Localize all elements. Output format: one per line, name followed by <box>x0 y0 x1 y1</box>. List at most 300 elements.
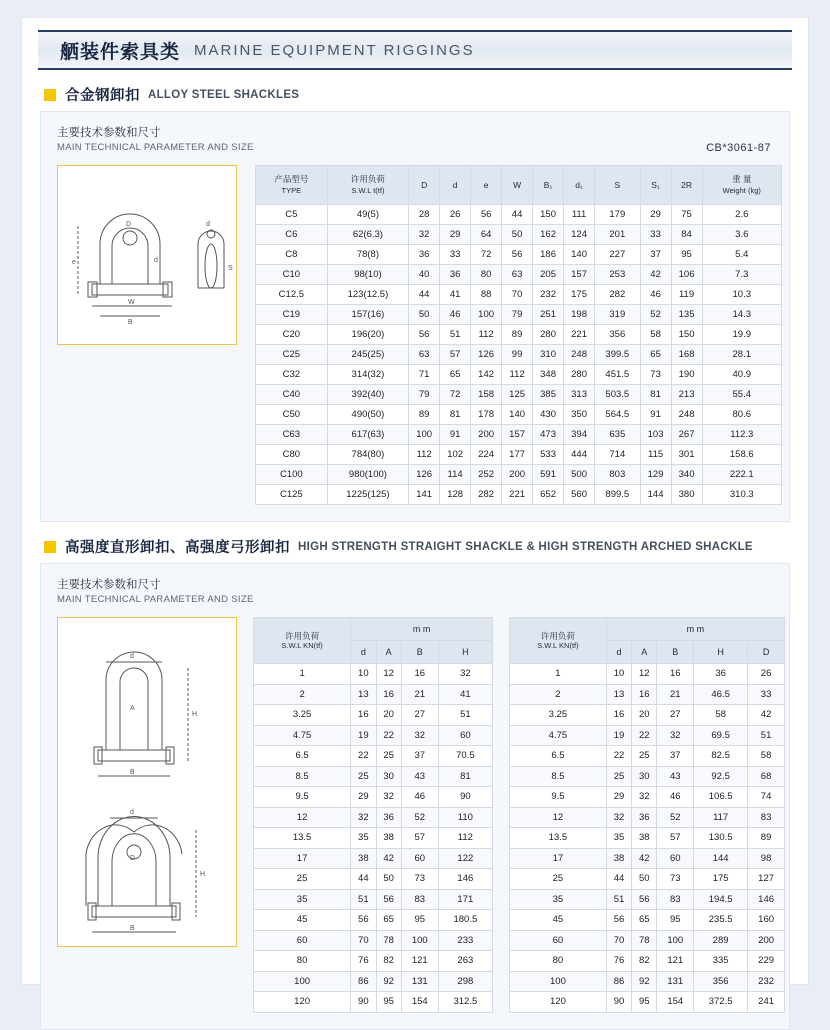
table-cell: 444 <box>564 445 595 465</box>
table-cell: 60 <box>401 848 438 869</box>
table-cell: 335 <box>694 951 748 972</box>
table-cell: 38 <box>376 828 401 849</box>
table-cell: 80 <box>510 951 607 972</box>
table-cell: 55.4 <box>702 385 781 405</box>
table-cell: 50 <box>376 869 401 890</box>
col-h: H <box>438 641 492 664</box>
table-cell: 9.5 <box>254 787 351 808</box>
table-cell: 20 <box>376 705 401 726</box>
table-cell: 129 <box>640 465 671 485</box>
page-banner <box>38 30 792 70</box>
table-cell: 10 <box>606 664 631 685</box>
table-cell: 120 <box>510 992 607 1013</box>
table-cell: 171 <box>438 889 492 910</box>
table-row <box>254 930 493 951</box>
table-cell: 399.5 <box>595 345 641 365</box>
table-cell: 60 <box>657 848 694 869</box>
table-cell: 372.5 <box>694 992 748 1013</box>
table-row <box>256 205 782 225</box>
table-cell: 490(50) <box>327 405 408 425</box>
table-cell: 49(5) <box>327 205 408 225</box>
table-cell: 78 <box>376 930 401 951</box>
table-cell: 56 <box>376 889 401 910</box>
table-cell: 157(16) <box>327 305 408 325</box>
table-cell: 90 <box>606 992 631 1013</box>
table-cell: 146 <box>748 889 785 910</box>
table-cell: 45 <box>510 910 607 931</box>
table-cell: 81 <box>438 766 492 787</box>
table-cell: 62(6.3) <box>327 225 408 245</box>
table-cell: 50 <box>632 869 657 890</box>
table-cell: 50 <box>409 305 440 325</box>
table-cell: 33 <box>748 684 785 705</box>
table-cell: 37 <box>657 746 694 767</box>
table-cell: 32 <box>606 807 631 828</box>
table-cell: 282 <box>595 285 641 305</box>
banner-title-cn: 舾装件索具类 <box>60 41 181 63</box>
table-cell: 112 <box>502 365 533 385</box>
table-cell: 84 <box>671 225 702 245</box>
table-header-row-group <box>510 618 785 641</box>
table-cell: 78 <box>632 930 657 951</box>
table-cell: 56 <box>502 245 533 265</box>
table-cell: 83 <box>401 889 438 910</box>
table-cell: 16 <box>632 684 657 705</box>
table-cell: 27 <box>401 705 438 726</box>
table-cell: 12 <box>632 664 657 685</box>
table-cell: 8.5 <box>254 766 351 787</box>
table-cell: 25 <box>376 746 401 767</box>
table-cell: 313 <box>564 385 595 405</box>
table-cell: 56 <box>351 910 376 931</box>
table-cell: 248 <box>671 405 702 425</box>
table-cell: 22 <box>632 725 657 746</box>
table-cell: 179 <box>595 205 641 225</box>
table2-right-body <box>510 664 785 1013</box>
table-cell: 35 <box>606 828 631 849</box>
table-cell: 88 <box>471 285 502 305</box>
table-cell: 30 <box>376 766 401 787</box>
table-cell: C6 <box>256 225 328 245</box>
table-cell: 146 <box>438 869 492 890</box>
table-row <box>256 345 782 365</box>
table-cell: 38 <box>632 828 657 849</box>
table-cell: 70 <box>351 930 376 951</box>
table-row <box>256 325 782 345</box>
table-cell: 68 <box>748 766 785 787</box>
table-cell: 125 <box>502 385 533 405</box>
table-row <box>254 725 493 746</box>
table-cell: 16 <box>657 664 694 685</box>
table-cell: 42 <box>632 848 657 869</box>
table-row <box>510 848 785 869</box>
table-cell: 340 <box>671 465 702 485</box>
table-cell: 319 <box>595 305 641 325</box>
table-cell: 25 <box>254 869 351 890</box>
col-d-large: D <box>748 641 785 664</box>
table-cell: 56 <box>632 889 657 910</box>
svg-text:d: d <box>130 809 134 816</box>
table-cell: 144 <box>640 485 671 505</box>
table-cell: 21 <box>657 684 694 705</box>
table1-body <box>256 205 782 505</box>
svg-text:W: W <box>128 299 135 306</box>
svg-text:d: d <box>206 221 210 228</box>
table-cell: 473 <box>533 425 564 445</box>
table-cell: 131 <box>657 971 694 992</box>
table-cell: 142 <box>471 365 502 385</box>
table-cell: 29 <box>351 787 376 808</box>
table-cell: 4.75 <box>254 725 351 746</box>
table-cell: 95 <box>632 992 657 1013</box>
table-cell: 394 <box>564 425 595 445</box>
section2-title-en: HIGH STRENGTH STRAIGHT SHACKLE & HIGH STRENGTH ARCHED SHACKLE <box>298 540 753 553</box>
table-row <box>510 705 785 726</box>
svg-text:H: H <box>200 871 206 878</box>
table-header-row <box>256 166 782 205</box>
table-cell: 36 <box>409 245 440 265</box>
table-cell: 92 <box>376 971 401 992</box>
table-cell: 106.5 <box>694 787 748 808</box>
table-cell: 350 <box>564 405 595 425</box>
table-cell: 33 <box>640 225 671 245</box>
table-cell: 32 <box>401 725 438 746</box>
table-cell: 92 <box>632 971 657 992</box>
table-cell: 71 <box>409 365 440 385</box>
table-row <box>510 787 785 808</box>
table-cell: C40 <box>256 385 328 405</box>
table-cell: 51 <box>748 725 785 746</box>
table-cell: 252 <box>471 465 502 485</box>
table-cell: C19 <box>256 305 328 325</box>
section2-subtitle-en: MAIN TECHNICAL PARAMETER AND SIZE <box>57 594 254 605</box>
table-cell: 95 <box>376 992 401 1013</box>
col-group-mm: m m <box>351 618 493 641</box>
table-row <box>254 684 493 705</box>
table-cell: 65 <box>640 345 671 365</box>
table-cell: 51 <box>440 325 471 345</box>
table-cell: 652 <box>533 485 564 505</box>
table-cell: 79 <box>409 385 440 405</box>
table-cell: 120 <box>254 992 351 1013</box>
table-cell: 41 <box>440 285 471 305</box>
table-cell: 10 <box>351 664 376 685</box>
table-cell: 76 <box>606 951 631 972</box>
table-cell: 13.5 <box>510 828 607 849</box>
table-cell: 348 <box>533 365 564 385</box>
table-cell: 98(10) <box>327 265 408 285</box>
table-cell: 13 <box>606 684 631 705</box>
col-a: A <box>632 641 657 664</box>
table-cell: 251 <box>533 305 564 325</box>
table-cell: 1225(125) <box>327 485 408 505</box>
table-cell: 175 <box>694 869 748 890</box>
table-cell: 114 <box>440 465 471 485</box>
svg-text:d: d <box>130 653 134 660</box>
svg-text:e: e <box>72 259 76 266</box>
table-cell: 100 <box>401 930 438 951</box>
table-cell: 72 <box>471 245 502 265</box>
alloy-steel-shackle-table <box>255 165 782 505</box>
table-cell: 75 <box>671 205 702 225</box>
table-cell: 356 <box>694 971 748 992</box>
table-cell: 80 <box>254 951 351 972</box>
table-cell: 3.6 <box>702 225 781 245</box>
table-cell: 121 <box>401 951 438 972</box>
table-cell: 95 <box>657 910 694 931</box>
table-cell: 127 <box>748 869 785 890</box>
table-row <box>254 705 493 726</box>
straight-shackle-table <box>253 617 493 1013</box>
table-row <box>254 848 493 869</box>
table-cell: 144 <box>694 848 748 869</box>
table-cell: 154 <box>401 992 438 1013</box>
table-row <box>510 766 785 787</box>
table-cell: 131 <box>401 971 438 992</box>
table-cell: 100 <box>409 425 440 445</box>
col-s1: S₁ <box>640 166 671 205</box>
table-cell: 280 <box>564 365 595 385</box>
table-cell: 119 <box>671 285 702 305</box>
table-cell: 253 <box>595 265 641 285</box>
table-cell: 65 <box>376 910 401 931</box>
col-b1: B₁ <box>533 166 564 205</box>
table-cell: 310 <box>533 345 564 365</box>
table-cell: 126 <box>409 465 440 485</box>
table-row <box>254 869 493 890</box>
table-cell: 7.3 <box>702 265 781 285</box>
table-cell: 560 <box>564 485 595 505</box>
table-cell: 280 <box>533 325 564 345</box>
table-cell: 16 <box>351 705 376 726</box>
table-cell: 89 <box>502 325 533 345</box>
col-b: B <box>657 641 694 664</box>
table-cell: 162 <box>533 225 564 245</box>
table-cell: 16 <box>376 684 401 705</box>
table-row <box>254 807 493 828</box>
table-cell: 76 <box>351 951 376 972</box>
table-cell: 81 <box>640 385 671 405</box>
table-cell: 58 <box>640 325 671 345</box>
table-cell: 128 <box>440 485 471 505</box>
table-cell: 301 <box>671 445 702 465</box>
table-cell: 83 <box>657 889 694 910</box>
table-cell: 82 <box>632 951 657 972</box>
col-swl: 许用负荷 S.W.L t(tf) <box>327 166 408 205</box>
table-cell: 25 <box>351 766 376 787</box>
table-cell: 32 <box>351 807 376 828</box>
table-row <box>510 869 785 890</box>
col-d-major: D <box>409 166 440 205</box>
table-cell: C50 <box>256 405 328 425</box>
table-cell: 50 <box>502 225 533 245</box>
table-cell: 36 <box>440 265 471 285</box>
table-cell: 65 <box>440 365 471 385</box>
table-cell: 312.5 <box>438 992 492 1013</box>
table-cell: 3.25 <box>510 705 607 726</box>
table-cell: 221 <box>564 325 595 345</box>
table-cell: 19 <box>351 725 376 746</box>
table-cell: 37 <box>640 245 671 265</box>
table-cell: 591 <box>533 465 564 485</box>
table-cell: 35 <box>351 828 376 849</box>
table-cell: 6.5 <box>510 746 607 767</box>
table-cell: 17 <box>510 848 607 869</box>
table-row <box>510 992 785 1013</box>
table-cell: 86 <box>606 971 631 992</box>
table-cell: 635 <box>595 425 641 445</box>
table-cell: 52 <box>657 807 694 828</box>
table-cell: 60 <box>254 930 351 951</box>
col-e: e <box>471 166 502 205</box>
table-cell: 126 <box>471 345 502 365</box>
table-cell: 20 <box>632 705 657 726</box>
table-cell: 263 <box>438 951 492 972</box>
table-cell: 13 <box>351 684 376 705</box>
table-cell: 213 <box>671 385 702 405</box>
table-cell: 102 <box>440 445 471 465</box>
table-cell: 714 <box>595 445 641 465</box>
table-cell: 26 <box>748 664 785 685</box>
table-cell: 43 <box>657 766 694 787</box>
col-d-minor: d <box>440 166 471 205</box>
table-cell: 100 <box>471 305 502 325</box>
table-cell: 32 <box>409 225 440 245</box>
table-cell: 130.5 <box>694 828 748 849</box>
table-cell: 73 <box>401 869 438 890</box>
section-heading-high-strength-shackles <box>44 536 808 557</box>
table-cell: 44 <box>502 205 533 225</box>
table-cell: 79 <box>502 305 533 325</box>
table-row <box>256 385 782 405</box>
col-group-mm: m m <box>606 618 784 641</box>
section2-subtitle-cn: 主要技术参数和尺寸 <box>57 579 161 591</box>
table-cell: 28.1 <box>702 345 781 365</box>
table-row <box>510 889 785 910</box>
table-cell: 22 <box>376 725 401 746</box>
table-cell: 2.6 <box>702 205 781 225</box>
table-cell: 150 <box>533 205 564 225</box>
table-cell: 233 <box>438 930 492 951</box>
svg-text:d: d <box>154 257 158 264</box>
table-cell: 500 <box>564 465 595 485</box>
section1-subtitle-cn: 主要技术参数和尺寸 <box>57 127 161 139</box>
table-row <box>510 930 785 951</box>
table-cell: 298 <box>438 971 492 992</box>
table-cell: 33 <box>440 245 471 265</box>
table-row <box>254 951 493 972</box>
table-cell: 90 <box>438 787 492 808</box>
table-cell: 158.6 <box>702 445 781 465</box>
col-swl: 许用负荷 S.W.L KN(tf) <box>510 618 607 664</box>
table-cell: 25 <box>606 766 631 787</box>
table-row <box>510 684 785 705</box>
table-cell: 803 <box>595 465 641 485</box>
table-cell: 175 <box>564 285 595 305</box>
table-cell: 12 <box>254 807 351 828</box>
table-cell: 32 <box>632 787 657 808</box>
table-cell: 36 <box>694 664 748 685</box>
table-cell: 115 <box>640 445 671 465</box>
table-cell: 57 <box>401 828 438 849</box>
table-cell: 32 <box>657 725 694 746</box>
table-cell: 123(12.5) <box>327 285 408 305</box>
table-cell: 899.5 <box>595 485 641 505</box>
table-cell: 51 <box>606 889 631 910</box>
table-cell: 89 <box>748 828 785 849</box>
table-cell: 44 <box>351 869 376 890</box>
table-cell: 205 <box>533 265 564 285</box>
table-cell: 222.1 <box>702 465 781 485</box>
table-cell: 227 <box>595 245 641 265</box>
table-cell: 451.5 <box>595 365 641 385</box>
table-row <box>510 828 785 849</box>
table-cell: 57 <box>657 828 694 849</box>
table-cell: 63 <box>502 265 533 285</box>
svg-text:D: D <box>130 855 136 862</box>
table-cell: 58 <box>748 746 785 767</box>
table-cell: 14.3 <box>702 305 781 325</box>
table-cell: 70.5 <box>438 746 492 767</box>
svg-text:H: H <box>192 711 198 718</box>
col-type: 产品型号 TYPE <box>256 166 328 205</box>
table-row <box>510 910 785 931</box>
table-cell: 60 <box>510 930 607 951</box>
table-cell: 40.9 <box>702 365 781 385</box>
table-cell: 16 <box>606 705 631 726</box>
table-cell: 310.3 <box>702 485 781 505</box>
table-cell: 241 <box>748 992 785 1013</box>
table-cell: 140 <box>564 245 595 265</box>
table-cell: 784(80) <box>327 445 408 465</box>
table-row <box>256 245 782 265</box>
table-row <box>254 992 493 1013</box>
table-cell: 19.9 <box>702 325 781 345</box>
table-cell: 22 <box>606 746 631 767</box>
table-cell: 564.5 <box>595 405 641 425</box>
table-cell: 980(100) <box>327 465 408 485</box>
table-cell: 42 <box>640 265 671 285</box>
col-h: H <box>694 641 748 664</box>
table-cell: 56 <box>409 325 440 345</box>
col-swl: 许用负荷 S.W.L KN(tf) <box>254 618 351 664</box>
table-cell: 200 <box>471 425 502 445</box>
table-cell: C25 <box>256 345 328 365</box>
table-row <box>254 746 493 767</box>
table-row <box>256 485 782 505</box>
table-cell: 6.5 <box>254 746 351 767</box>
table-row <box>510 664 785 685</box>
table-cell: 37 <box>401 746 438 767</box>
table-cell: C12.5 <box>256 285 328 305</box>
table-row <box>510 807 785 828</box>
table-cell: 194.5 <box>694 889 748 910</box>
table-row <box>510 951 785 972</box>
table-cell: 110 <box>438 807 492 828</box>
table-cell: 157 <box>502 425 533 445</box>
table-cell: 150 <box>671 325 702 345</box>
table-cell: 86 <box>351 971 376 992</box>
table-cell: 112 <box>471 325 502 345</box>
col-d1: d₁ <box>564 166 595 205</box>
table-cell: 57 <box>440 345 471 365</box>
table-cell: 26 <box>440 205 471 225</box>
table-cell: 154 <box>657 992 694 1013</box>
table-cell: C80 <box>256 445 328 465</box>
col-a: A <box>376 641 401 664</box>
table-cell: C63 <box>256 425 328 445</box>
table-cell: 36 <box>632 807 657 828</box>
